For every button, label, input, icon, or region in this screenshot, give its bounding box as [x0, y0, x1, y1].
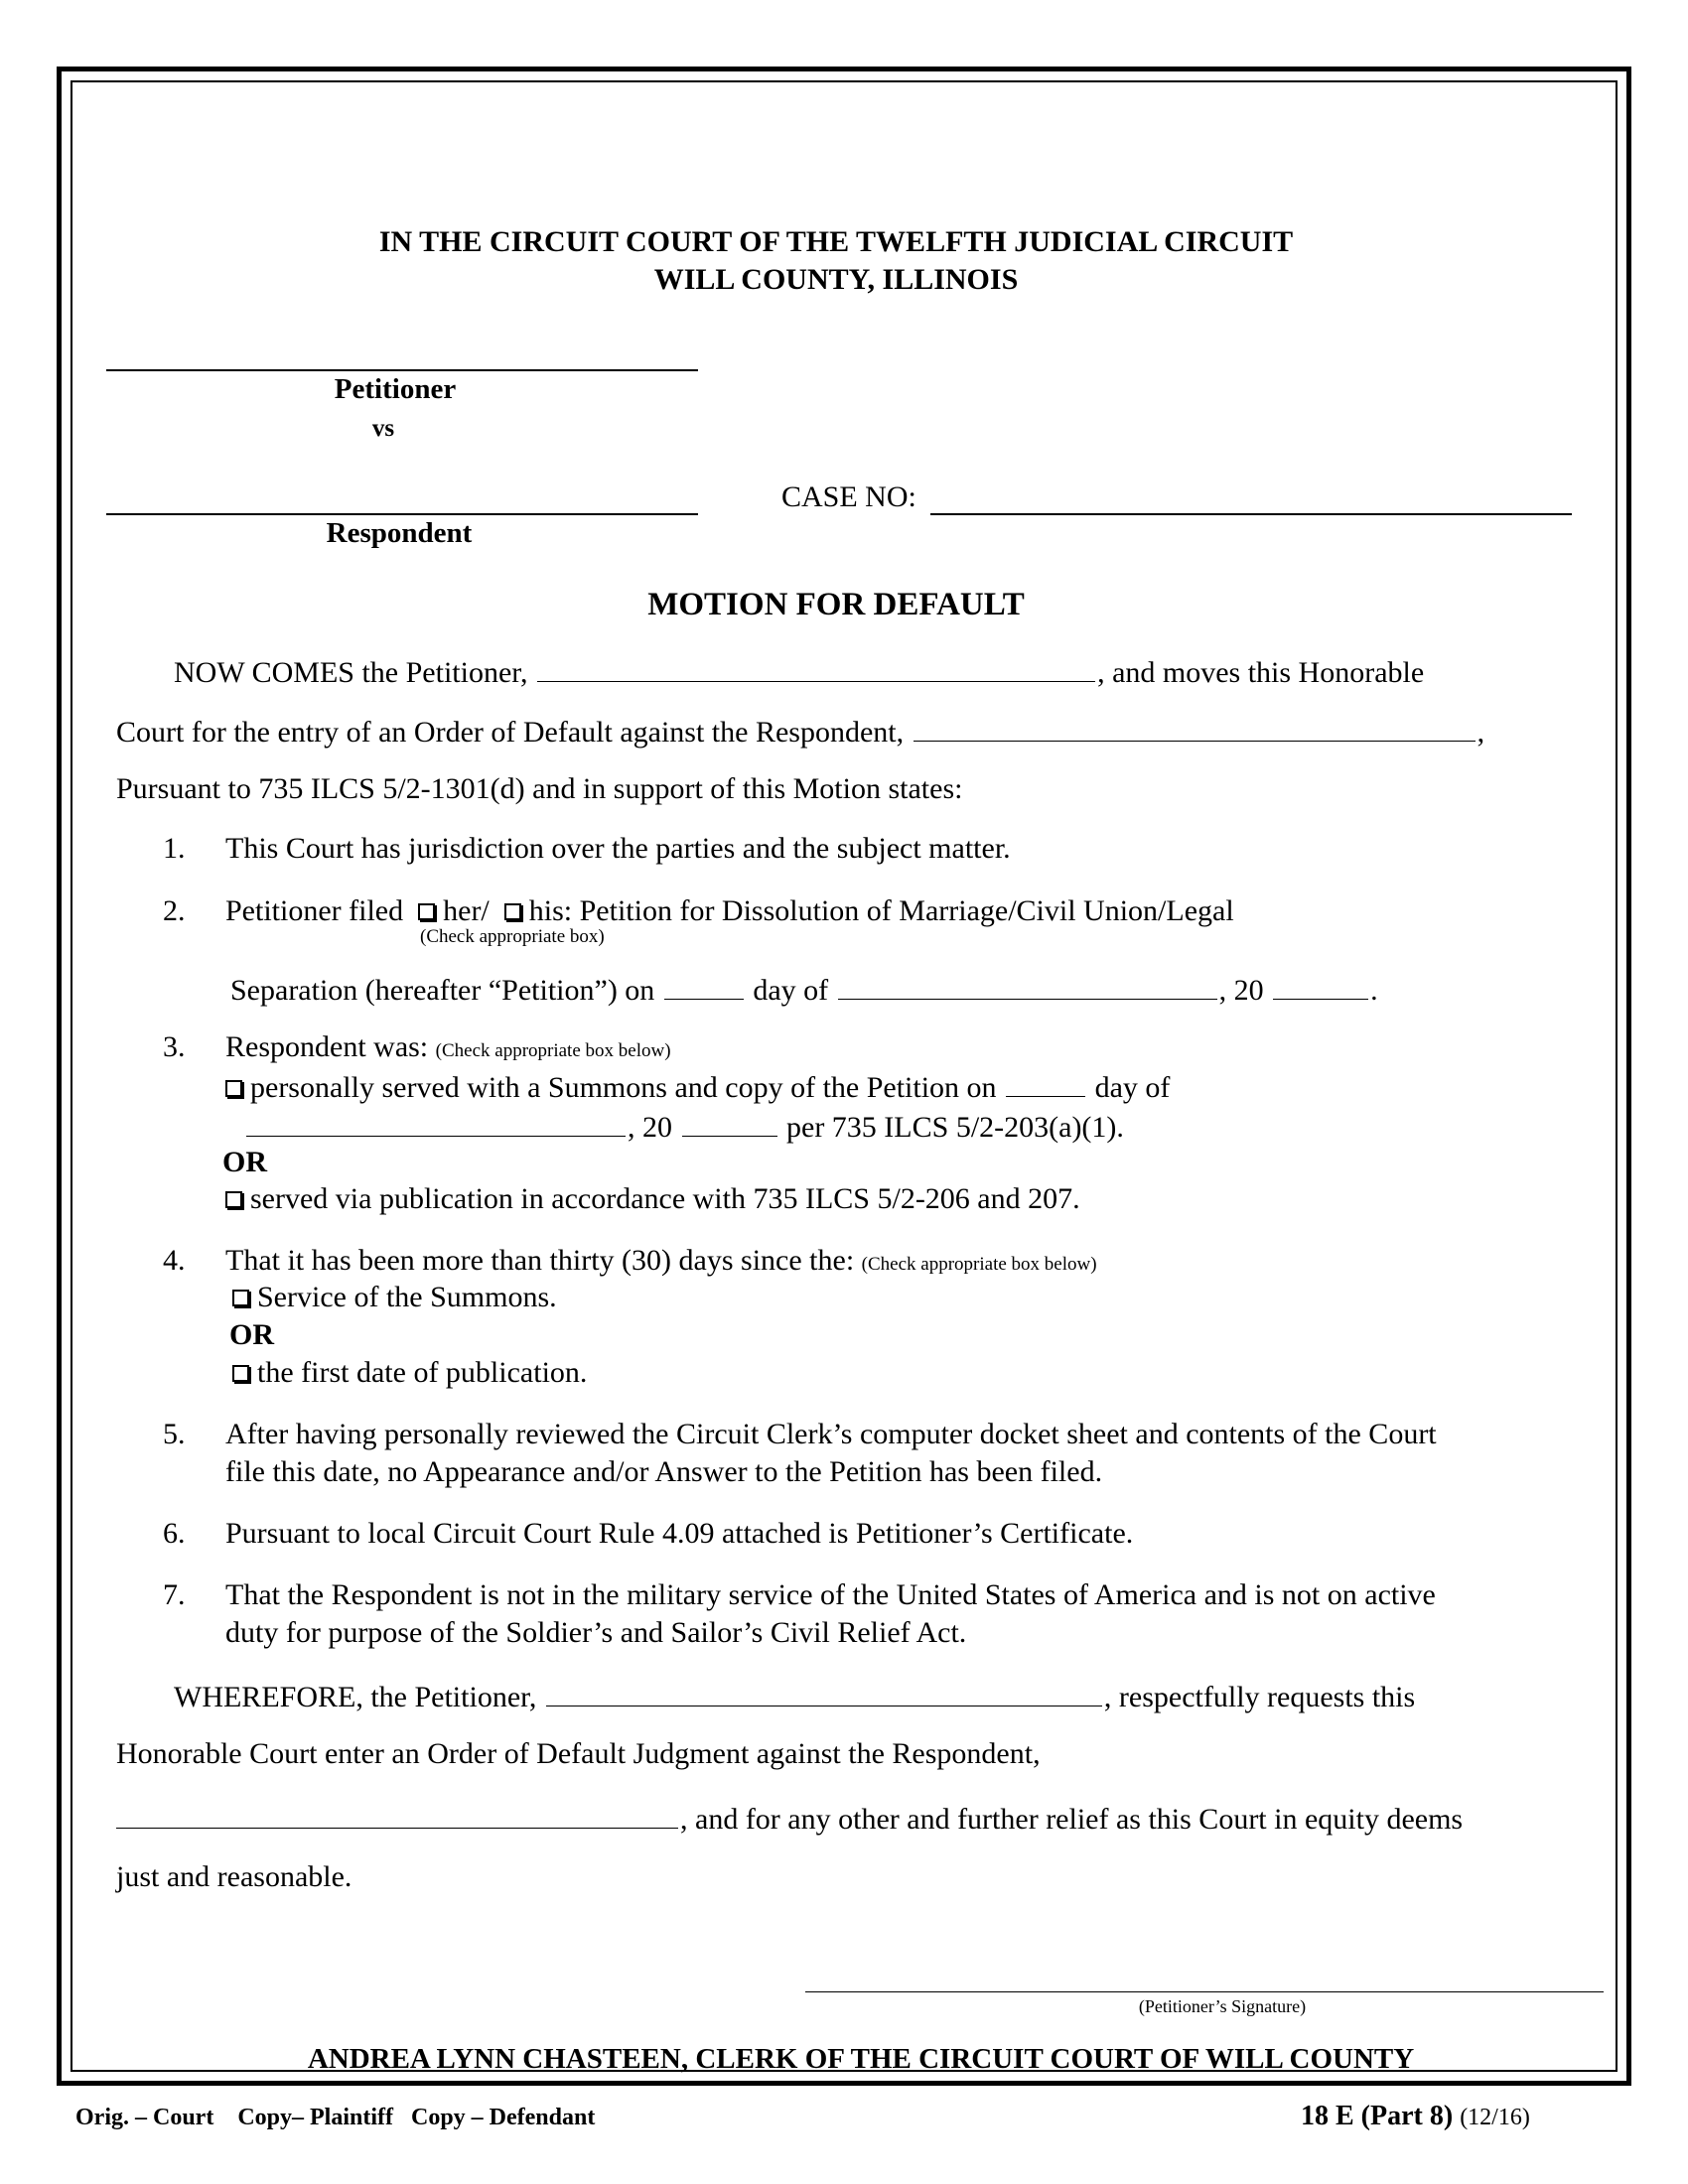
- or-label: OR: [222, 1146, 267, 1178]
- service-summons-text: Service of the Summons.: [257, 1281, 557, 1313]
- court-entry-text: Court for the entry of an Order of Default against the Respondent,: [116, 716, 905, 749]
- item4-hint: (Check appropriate box below): [861, 1254, 1097, 1275]
- item-number: 4.: [163, 1244, 186, 1277]
- now-comes-text: NOW COMES the Petitioner,: [174, 656, 528, 689]
- item2-filed-text: Petitioner filed: [225, 894, 404, 927]
- wherefore-line1: [174, 1680, 1415, 1712]
- item3-publication-line: [225, 1184, 1080, 1214]
- petition-day-blank[interactable]: [664, 973, 744, 1000]
- service-month-blank[interactable]: [246, 1110, 626, 1137]
- item-number: 5.: [163, 1418, 186, 1450]
- item3-line1: [225, 1032, 671, 1062]
- respondent-was-text: Respondent was:: [225, 1030, 429, 1063]
- twenty-text: , 20: [1218, 974, 1264, 1007]
- per-statute-text: per 735 ILCS 5/2-203(a)(1).: [786, 1111, 1124, 1144]
- respondent-line[interactable]: [106, 513, 698, 515]
- her-label: her/: [443, 894, 490, 927]
- her-checkbox[interactable]: [418, 903, 435, 920]
- case-no-line[interactable]: [930, 513, 1572, 515]
- copy-distribution: Orig. – Court Copy– Plaintiff Copy – Defendant: [75, 2105, 596, 2130]
- signature-label: (Petitioner’s Signature): [1138, 1996, 1307, 2016]
- item5-line2: file this date, no Appearance and/or Answer to the Petition has been filed.: [225, 1455, 1103, 1488]
- his-label: his: Petition for Dissolution of Marriage/Civil Union/Legal: [528, 894, 1234, 927]
- respondent-label: Respondent: [326, 517, 473, 549]
- service-summons-checkbox[interactable]: [232, 1290, 249, 1306]
- item6-text: Pursuant to local Circuit Court Rule 4.09 attached is Petitioner’s Certificate.: [225, 1517, 1134, 1550]
- case-no-label: CASE NO:: [781, 480, 916, 513]
- petition-year-blank[interactable]: [1273, 973, 1368, 1000]
- page-title: MOTION FOR DEFAULT: [647, 587, 1025, 622]
- item2-line1: [225, 896, 1234, 926]
- or-label: OR: [229, 1318, 274, 1351]
- further-relief-text: , and for any other and further relief as this Court in equity deems: [680, 1803, 1464, 1836]
- wherefore-line2: Honorable Court enter an Order of Default Judgment against the Respondent,: [116, 1737, 1041, 1770]
- item2-hint: (Check appropriate box): [420, 926, 605, 947]
- item4-first-line: [232, 1358, 587, 1388]
- court-header-line1: IN THE CIRCUIT COURT OF THE TWELFTH JUDICIAL CIRCUIT: [378, 225, 1294, 258]
- twenty-text: , 20: [628, 1111, 672, 1144]
- pursuant-text: Pursuant to 735 ILCS 5/2-1301(d) and in support of this Motion states:: [116, 772, 963, 805]
- his-checkbox[interactable]: [504, 903, 521, 920]
- form-number-text: 18 E (Part 8): [1301, 2101, 1454, 2131]
- service-year-blank[interactable]: [682, 1110, 777, 1137]
- wherefore-line3: [116, 1802, 1463, 1835]
- form-date: (12/16): [1460, 2105, 1530, 2130]
- comma-text: ,: [1477, 716, 1485, 749]
- item2-line2: [230, 973, 1378, 1006]
- petitioner-line[interactable]: [106, 369, 698, 371]
- petitioner-label: Petitioner: [334, 373, 457, 405]
- moves-text: , and moves this Honorable: [1097, 656, 1425, 689]
- wherefore-respondent-blank[interactable]: [116, 1802, 678, 1829]
- item4-service-line: [232, 1283, 557, 1312]
- item4-line1: [225, 1246, 1097, 1276]
- separation-text: Separation (hereafter “Petition”) on: [230, 974, 655, 1007]
- item-number: 7.: [163, 1578, 186, 1611]
- personally-served-checkbox[interactable]: [225, 1080, 242, 1097]
- petitioner-name-blank[interactable]: [537, 655, 1095, 682]
- requests-text: , respectfully requests this: [1103, 1681, 1416, 1713]
- item5-line1: After having personally reviewed the Circuit Clerk’s computer docket sheet and contents of the Court: [225, 1418, 1437, 1450]
- day-of-text: day of: [753, 974, 829, 1007]
- publication-checkbox[interactable]: [225, 1191, 242, 1208]
- item-number: 6.: [163, 1517, 186, 1550]
- day-of-text: day of: [1094, 1071, 1171, 1104]
- first-publication-checkbox[interactable]: [232, 1365, 249, 1382]
- publication-text: served via publication in accordance with 735 ILCS 5/2-206 and 207.: [250, 1182, 1080, 1215]
- vs-label: vs: [371, 415, 395, 442]
- item-number: 1.: [163, 832, 186, 865]
- respondent-name-blank[interactable]: [914, 715, 1476, 742]
- item3-date-line: [244, 1110, 1124, 1143]
- item7-line1: That the Respondent is not in the military service of the United States of America and is not on active: [225, 1578, 1436, 1611]
- item1-text: This Court has jurisdiction over the parties and the subject matter.: [225, 832, 1011, 865]
- item3-hint: (Check appropriate box below): [435, 1040, 671, 1061]
- clerk-name: ANDREA LYNN CHASTEEN, CLERK OF THE CIRCUIT COURT OF WILL COUNTY: [307, 2043, 1415, 2075]
- first-publication-text: the first date of publication.: [257, 1356, 588, 1389]
- wherefore-lead-text: WHEREFORE, the Petitioner,: [174, 1681, 537, 1713]
- signature-line[interactable]: [805, 1991, 1604, 1992]
- court-header-line2: WILL COUNTY, ILLINOIS: [653, 263, 1019, 296]
- form-number: [1301, 2103, 1530, 2130]
- wherefore-line4: just and reasonable.: [116, 1860, 352, 1893]
- wherefore-petitioner-blank[interactable]: [546, 1680, 1102, 1706]
- intro-line2: [116, 715, 1484, 748]
- item7-line2: duty for purpose of the Soldier’s and Sailor’s Civil Relief Act.: [225, 1616, 967, 1649]
- petition-month-blank[interactable]: [838, 973, 1217, 1000]
- period-text: .: [1370, 974, 1378, 1007]
- item4-lead-text: That it has been more than thirty (30) days since the:: [225, 1244, 855, 1277]
- service-day-blank[interactable]: [1006, 1070, 1085, 1097]
- intro-line1: [174, 655, 1424, 688]
- personally-served-text: personally served with a Summons and copy of the Petition on: [250, 1071, 997, 1104]
- item3-personal-line: [225, 1070, 1170, 1103]
- item-number: 2.: [163, 894, 186, 927]
- item-number: 3.: [163, 1030, 186, 1063]
